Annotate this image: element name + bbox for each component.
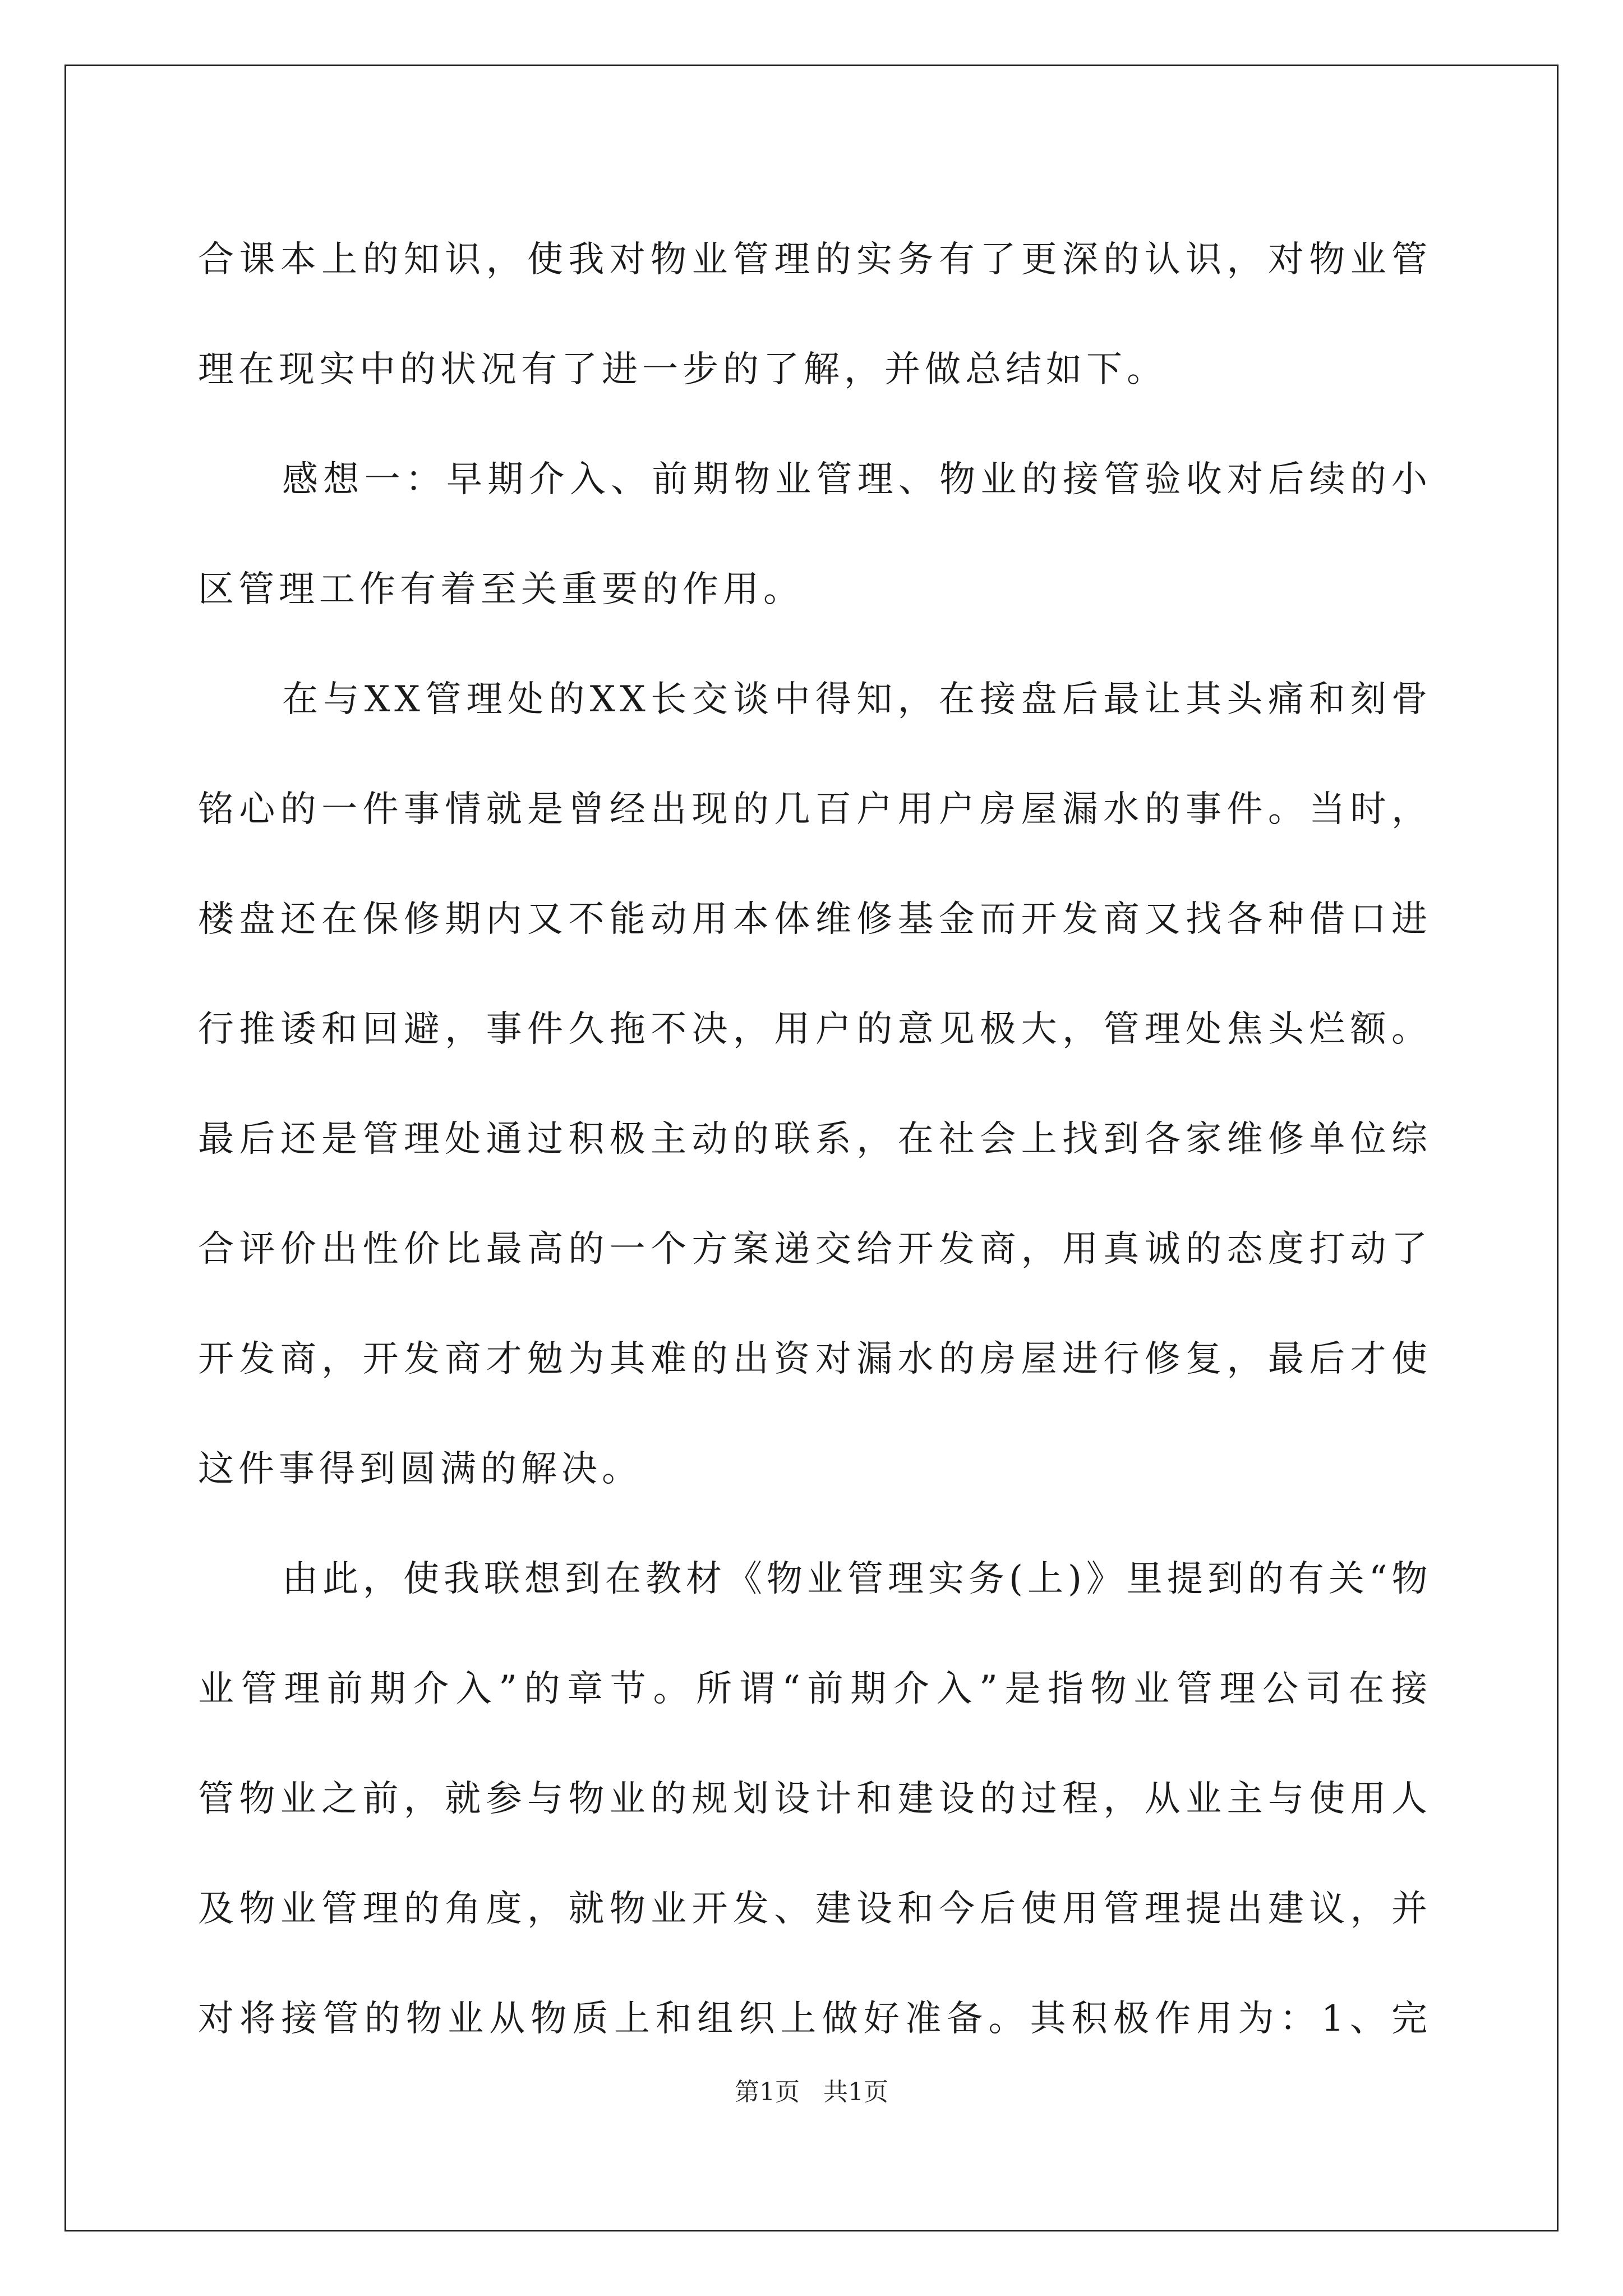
text-line: 理在现实中的状况有了进一步的了解，并做总结如下。 [198,349,1167,390]
text-line: 楼盘还在保修期内又不能动用本体维修基金而开发商又找各种借口进 [198,899,1432,940]
paragraph-first-line: 由此，使我联想到在教材《物业管理实务(上)》里提到的有关“物 [282,1558,1432,1600]
text-line: 合评价出性价比最高的一个方案递交给开发商，用真诚的态度打动了 [198,1228,1432,1270]
text-line: 这件事得到圆满的解决。 [198,1448,642,1490]
text-line: 区管理工作有着至关重要的作用。 [198,569,804,610]
page-footer [0,2076,1623,2109]
text-line: 行推诿和回避，事件久拖不决，用户的意见极大，管理处焦头烂额。 [198,1009,1432,1050]
paragraph-first-line: 感想一：早期介入、前期物业管理、物业的接管验收对后续的小 [282,459,1432,500]
text-line: 及物业管理的角度，就物业开发、建设和今后使用管理提出建议，并 [198,1888,1432,1930]
text-line: 对将接管的物业从物质上和组织上做好准备。其积极作用为：1、完 [198,1998,1432,2040]
text-line: 业管理前期介入”的章节。所谓“前期介入”是指物业管理公司在接 [198,1668,1432,1710]
text-line: 最后还是管理处通过积极主动的联系，在社会上找到各家维修单位综 [198,1119,1432,1160]
paragraph-first-line: 在与XX管理处的XX长交谈中得知，在接盘后最让其头痛和刻骨 [282,679,1432,720]
document-body [198,205,1432,2074]
text-line: 铭心的一件事情就是曾经出现的几百户用户房屋漏水的事件。当时， [198,789,1432,830]
page-number-text: 第1页 共1页 [735,2078,888,2106]
text-line: 管物业之前，就参与物业的规划设计和建设的过程，从业主与使用人 [198,1778,1432,1820]
text-line: 合课本上的知识，使我对物业管理的实务有了更深的认识，对物业管 [198,239,1432,280]
text-line: 开发商，开发商才勉为其难的出资对漏水的房屋进行修复，最后才使 [198,1338,1432,1380]
